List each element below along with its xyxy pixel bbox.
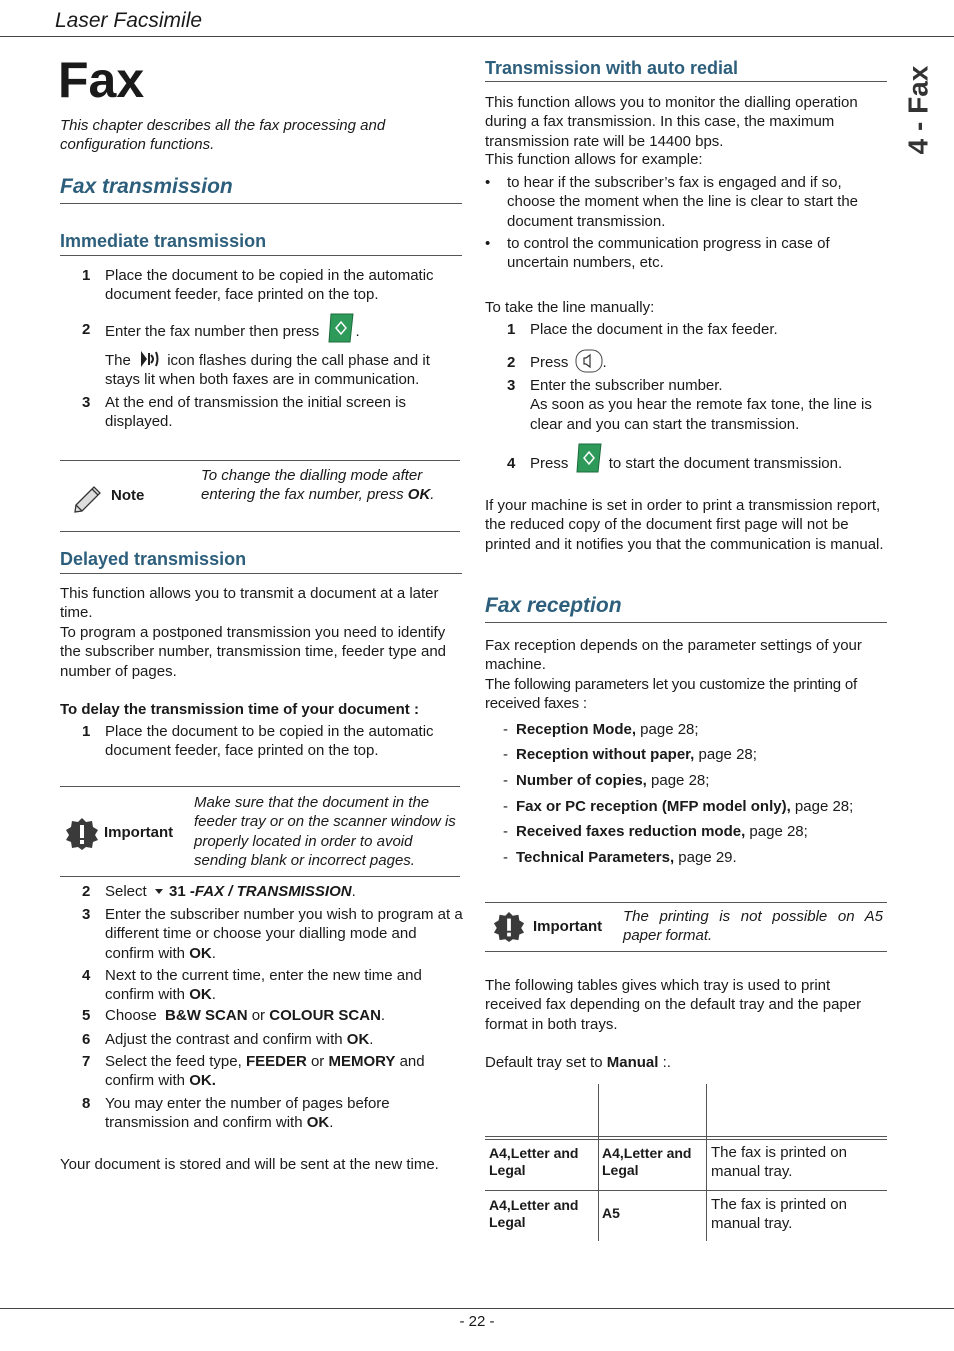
menu-arrow-down-icon — [153, 886, 165, 896]
footer-divider — [0, 1308, 954, 1309]
transmission-report-note: If your machine is set in order to print a transmission report, the reduced copy of the document first page will not be printed and it notifies you that the communication is manual. — [485, 497, 884, 553]
note-text: To change the dialling mode after entering the fax number, press OK. — [201, 467, 435, 504]
important-label: Important — [533, 918, 603, 935]
line-call-icon — [138, 349, 160, 369]
subsection-heading-delayed: Delayed transmission — [60, 549, 247, 569]
header-divider — [0, 36, 954, 37]
table-cell: A4,Letter and Legal — [489, 1197, 579, 1230]
delayed-paragraph-1: This function allows you to transmit a document at a later time. — [60, 585, 439, 622]
call-icon-note: The icon flashes during the call phase and it stays lit when both faxes are in communication. — [105, 351, 461, 390]
table-cell: A5 — [602, 1205, 620, 1221]
important-box — [485, 902, 887, 952]
important-text: The printing is not possible on A5 paper format. — [623, 908, 883, 945]
auto-redial-paragraph-2: This function allows for example: — [485, 151, 703, 168]
pencil-note-icon — [72, 481, 104, 513]
table-cell: The fax is printed on manual tray. — [711, 1144, 847, 1181]
table-cell: The fax is printed on manual tray. — [711, 1196, 847, 1233]
divider — [60, 573, 462, 574]
chapter-side-tab: 4 - Fax — [902, 65, 934, 155]
note-box — [60, 460, 460, 532]
manual-line-intro: To take the line manually: — [485, 299, 655, 316]
page-number: - 22 - — [459, 1313, 495, 1330]
important-text: Make sure that the document in the feeder tray or on the scanner window is properly located in order to avoid sending blank or incorrect pages. — [194, 794, 456, 869]
section-heading-fax-transmission: Fax transmission — [60, 175, 233, 198]
table-cell: A4,Letter and Legal — [602, 1145, 692, 1178]
note-label: Note — [111, 487, 145, 504]
divider — [485, 81, 887, 82]
reception-paragraph-1: Fax reception depends on the parameter settings of your machine. — [485, 637, 862, 674]
page-title: Fax — [58, 52, 145, 108]
warning-icon — [65, 817, 99, 851]
chapter-intro: This chapter describes all the fax processing and configuration functions. — [60, 117, 386, 154]
section-heading-fax-reception: Fax reception — [485, 594, 622, 617]
table-gridline — [598, 1084, 599, 1241]
subsection-heading-immediate: Immediate transmission — [60, 231, 267, 251]
default-tray-label: Default tray set to Manual :. — [485, 1054, 671, 1071]
important-label: Important — [104, 824, 174, 841]
tables-intro: The following tables gives which tray is used to print received fax depending on the default tray and the paper format in both trays. — [485, 977, 862, 1033]
divider — [60, 203, 462, 204]
table-gridline — [485, 1136, 887, 1137]
speaker-key-icon — [575, 349, 603, 373]
divider — [60, 255, 462, 256]
section-heading-auto-redial: Transmission with auto redial — [485, 58, 739, 78]
start-key-icon — [327, 312, 355, 344]
warning-icon — [493, 911, 525, 943]
table-gridline — [485, 1139, 887, 1140]
delayed-paragraph-2: To program a postponed transmission you need to identify the subscriber number, transmission time, feeder type and number of pages. — [60, 624, 447, 680]
table-gridline — [706, 1084, 707, 1241]
delayed-closing: Your document is stored and will be sent at the new time. — [60, 1156, 439, 1173]
delayed-procedure-title: To delay the transmission time of your document : — [60, 701, 419, 718]
table-gridline — [485, 1190, 887, 1191]
document-header-title: Laser Facsimile — [55, 9, 203, 32]
reception-paragraph-2: The following parameters let you customize the printing of received faxes : — [485, 676, 857, 713]
start-key-icon — [575, 442, 603, 474]
table-cell: A4,Letter and Legal — [489, 1145, 579, 1178]
divider — [485, 622, 887, 623]
important-box — [60, 786, 460, 877]
auto-redial-paragraph-1: This function allows you to monitor the dialling operation during a fax transmission. In this case, the maximum transmission rate will be 14400 bps. — [485, 94, 858, 150]
